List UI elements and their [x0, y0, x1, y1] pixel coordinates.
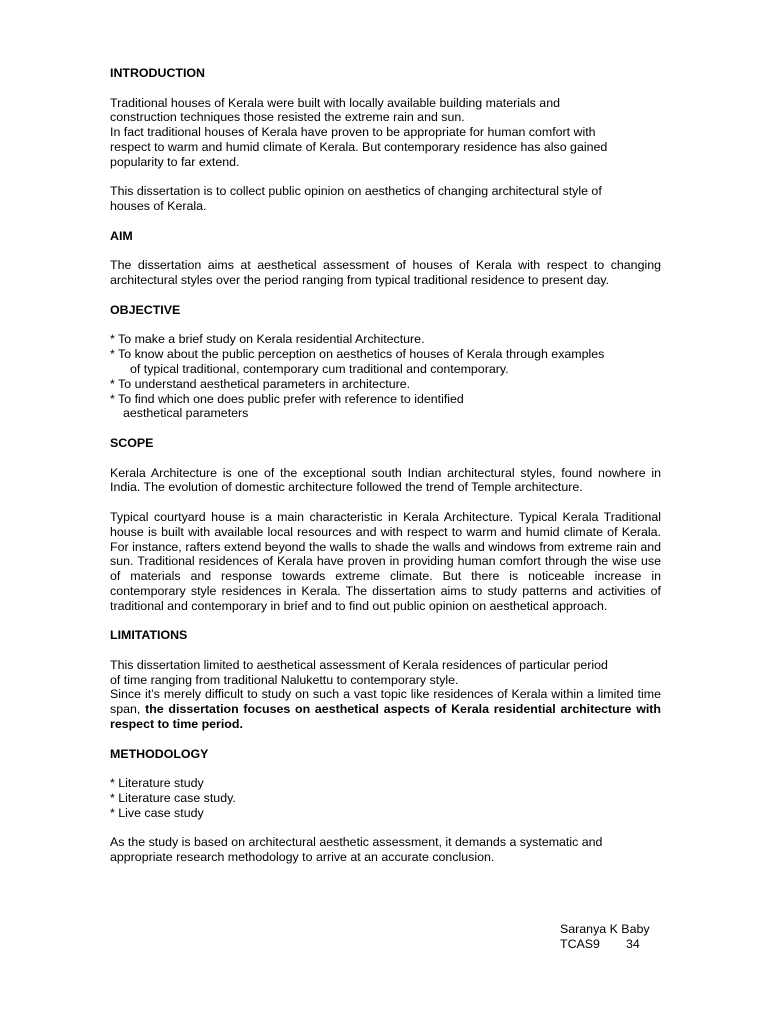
scope-text: Typical courtyard house is a main characteristic in Kerala Architecture. Typical Kerala Traditional house is built with available local resources and with respect to warm and humid climate of Kerala. For instance, rafters extend beyond the walls to shade the walls and windows from extreme rain and sun. Traditional residences of Kerala have proven in providing human comfort through the wise use of materials and response towards extreme climate. But there is noticeable increase in contemporary style residences in Kerala. The dissertation aims to study patterns and activities of traditional and contemporary in brief and to find out public opinion on aesthetical approach.: [110, 509, 661, 613]
limitations-bold-text: the dissertation focuses on aesthetical aspects of Kerala residential architecture with respect to time period.: [110, 702, 661, 732]
objective-item: * To know about the public perception on aesthetics of houses of Kerala through examples: [110, 347, 605, 362]
methodology-item: * Literature case study.: [110, 791, 236, 806]
limitations-text-line: This dissertation limited to aesthetical assessment of Kerala residences of particular period: [110, 657, 608, 672]
footer-code: TCAS9: [560, 937, 600, 951]
introduction-text-line: construction techniques those resisted the extreme rain and sun.: [110, 110, 465, 125]
methodology-item: * Live case study: [110, 805, 204, 820]
methodology-text-line: As the study is based on architectural aesthetic assessment, it demands a systematic and: [110, 835, 603, 850]
introduction-text-line: houses of Kerala.: [110, 199, 207, 214]
introduction-text-line: popularity to far extend.: [110, 154, 240, 169]
objective-item-continuation: aesthetical parameters: [123, 406, 249, 421]
aim-text: The dissertation aims at aesthetical assessment of houses of Kerala with respect to changing architectural styles over the period ranging from typical traditional residence to present day.: [110, 258, 661, 288]
objective-item: * To find which one does public prefer with reference to identified: [110, 391, 464, 406]
introduction-text-line: In fact traditional houses of Kerala have proven to be appropriate for human comfort with: [110, 125, 596, 140]
introduction-text-line: This dissertation is to collect public opinion on aesthetics of changing architectural style of: [110, 184, 602, 199]
objective-heading: OBJECTIVE: [110, 302, 181, 317]
scope-text: Kerala Architecture is one of the exceptional south Indian architectural styles, found nowhere in India. The evolution of domestic architecture followed the trend of Temple architecture.: [110, 465, 661, 495]
objective-item-continuation: of typical traditional, contemporary cum traditional and contemporary.: [130, 361, 509, 376]
methodology-text-line: appropriate research methodology to arrive at an accurate conclusion.: [110, 850, 495, 865]
objective-item: * To make a brief study on Kerala residential Architecture.: [110, 332, 425, 347]
footer-code-row: [560, 937, 650, 952]
document-page: [110, 66, 661, 865]
limitations-text-line: of time ranging from traditional Nalukettu to contemporary style.: [110, 672, 459, 687]
scope-heading: SCOPE: [110, 435, 154, 450]
objective-item: * To understand aesthetical parameters in architecture.: [110, 376, 411, 391]
methodology-heading: METHODOLOGY: [110, 746, 209, 761]
page-number: 34: [626, 937, 640, 951]
page-footer: [560, 922, 650, 952]
introduction-text-line: Traditional houses of Kerala were built with locally available building materials and: [110, 95, 560, 110]
limitations-heading: LIMITATIONS: [110, 628, 188, 643]
introduction-heading: INTRODUCTION: [110, 66, 205, 80]
limitations-text: [110, 687, 661, 731]
methodology-item: * Literature study: [110, 776, 204, 791]
limitations-plain-text: Since it’s merely difficult to study on such a vast topic like residences of Kerala within a limited time span,: [110, 687, 661, 717]
aim-heading: AIM: [110, 228, 133, 243]
introduction-text-line: respect to warm and humid climate of Kerala. But contemporary residence has also gained: [110, 139, 608, 154]
footer-author: Saranya K Baby: [560, 922, 650, 936]
